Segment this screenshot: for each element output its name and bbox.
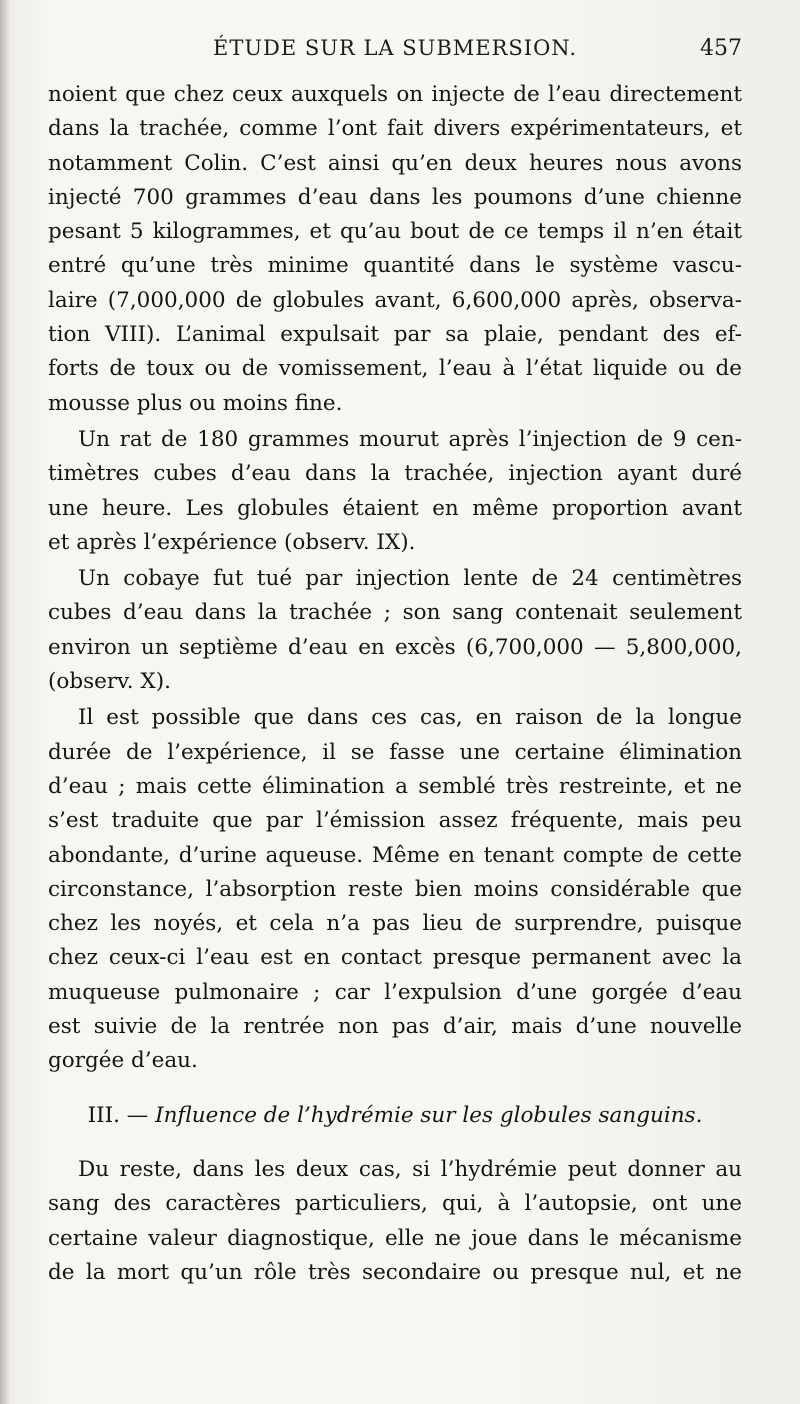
text-line: une heure. Les globules étaient en même proportion avant [48, 495, 742, 521]
text-line: Un cobaye fut tué par injection lente de 24 centimètres [78, 566, 742, 592]
text-line: durée de l’expérience, il se fasse une certaine élimination [48, 739, 742, 765]
paragraph-5 [48, 1153, 742, 1290]
text-line: certaine valeur diagnostique, elle ne joue dans le mécanisme [48, 1225, 742, 1251]
text-line: d’eau ; mais cette élimination a semblé très restreinte, et ne [48, 773, 742, 799]
text-line: s’est traduite que par l’émission assez fréquente, mais peu [48, 808, 742, 834]
text-line: timètres cubes d’eau dans la trachée, injection ayant duré [48, 461, 742, 487]
text-line: dans la trachée, comme l’ont fait divers expérimentateurs, et [48, 116, 742, 142]
text-line: gorgée d’eau. [48, 1048, 198, 1074]
text-line: circonstance, l’absorption reste bien moins considérable que [48, 876, 742, 902]
text-line: cubes d’eau dans la trachée ; son sang contenait seulement [48, 600, 742, 626]
text-line: abondante, d’urine aqueuse. Même en tenant compte de cette [48, 842, 742, 868]
text-line: est suivie de la rentrée non pas d’air, mais d’une nouvelle [48, 1014, 742, 1040]
text-line: (observ. X). [48, 669, 171, 695]
text-line: notamment Colin. C’est ainsi qu’en deux heures nous avons [48, 150, 742, 176]
page-gutter-shadow [0, 0, 10, 1404]
text-line: Il est possible que dans ces cas, en raison de la longue [78, 705, 742, 731]
text-line: Un rat de 180 grammes mourut après l’injection de 9 cen- [78, 426, 742, 452]
body-text [48, 78, 742, 1292]
paragraph-3 [48, 562, 742, 699]
text-line: chez les noyés, et cela n’a pas lieu de surprendre, puisque [48, 911, 742, 937]
text-line: chez ceux-ci l’eau est en contact presque permanent avec la [48, 945, 742, 971]
text-line: laire (7,000,000 de globules avant, 6,600,000 après, observa- [48, 287, 742, 313]
paragraph-1 [48, 78, 742, 421]
text-line: Du reste, dans les deux cas, si l’hydrémie peut donner au [78, 1156, 742, 1182]
text-line: muqueuse pulmonaire ; car l’expulsion d’une gorgée d’eau [48, 979, 742, 1005]
text-line: environ un septième d’eau en excès (6,700,000 — 5,800,000, [48, 634, 742, 660]
paragraph-4 [48, 701, 742, 1078]
page-number: 457 [700, 36, 742, 61]
text-line: pesant 5 kilogrammes, et qu’au bout de ce temps il n’en était [48, 219, 742, 245]
paragraph-2 [48, 423, 742, 560]
text-line: forts de toux ou de vomissement, l’eau à l’état liquide ou de [48, 356, 742, 382]
text-line: mousse plus ou moins fine. [48, 390, 343, 416]
text-line: tion VIII). L’animal expulsait par sa plaie, pendant des ef- [48, 322, 742, 348]
text-line: injecté 700 grammes d’eau dans les poumons d’une chienne [48, 184, 742, 210]
section-title: Influence de l’hydrémie sur les globules sanguins. [155, 1102, 703, 1128]
text-line: entré qu’une très minime quantité dans le système vascu- [48, 253, 742, 279]
section-heading [48, 1099, 742, 1133]
running-title: ÉTUDE SUR LA SUBMERSION. [213, 36, 577, 60]
section-number: III. — [87, 1102, 156, 1128]
text-line: sang des caractères particuliers, qui, à l’autopsie, ont une [48, 1191, 742, 1217]
text-line: de la mort qu’un rôle très secondaire ou presque nul, et ne [48, 1259, 742, 1285]
text-line: noient que chez ceux auxquels on injecte de l’eau directement [48, 82, 742, 107]
page-header [48, 36, 742, 72]
text-line: et après l’expérience (observ. IX). [48, 529, 416, 555]
